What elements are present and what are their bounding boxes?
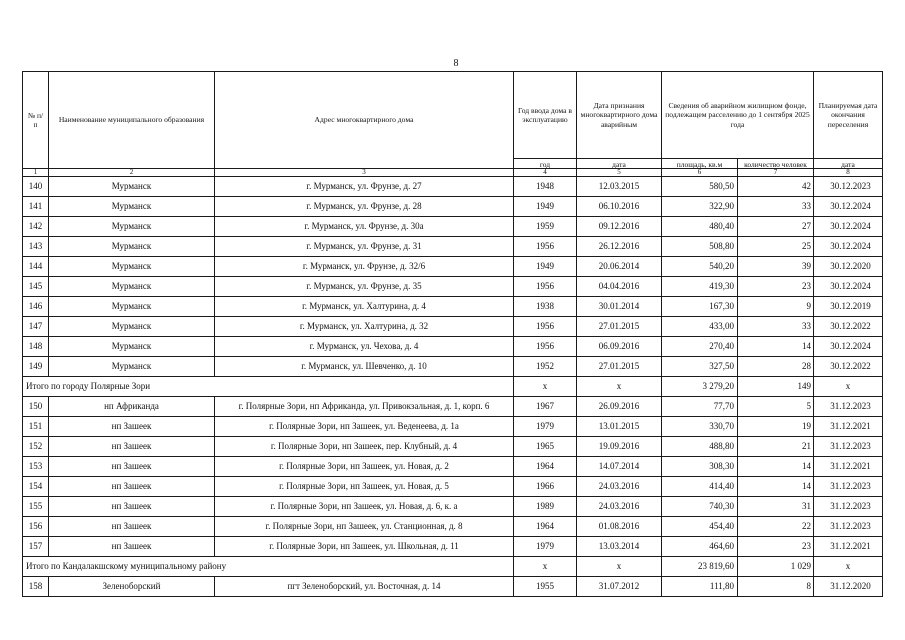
people-cell: 28: [738, 357, 814, 377]
total-row: [23, 377, 883, 397]
address-cell: г. Мурманск, ул. Халтурина, д. 32: [215, 317, 514, 337]
address-cell: г. Полярные Зори, нп Зашеек, ул. Новая, д. 6, к. а: [215, 497, 514, 517]
total-people: 149: [738, 377, 814, 397]
col-number: 6: [662, 169, 738, 177]
people-cell: 33: [738, 197, 814, 217]
address-cell: г. Полярные Зори, нп Зашеек, ул. Новая, д. 2: [215, 457, 514, 477]
total-year: х: [514, 377, 577, 397]
municipality-cell: Мурманск: [49, 337, 215, 357]
emergency-date-cell: 30.01.2014: [577, 297, 662, 317]
municipality-cell: Мурманск: [49, 237, 215, 257]
col-number: 2: [49, 169, 215, 177]
table-row: [23, 417, 883, 437]
area-cell: 508,80: [662, 237, 738, 257]
emergency-date-cell: 26.12.2016: [577, 237, 662, 257]
row-number: 143: [23, 237, 49, 257]
emergency-date-cell: 24.03.2016: [577, 477, 662, 497]
address-cell: г. Мурманск, ул. Фрунзе, д. 30а: [215, 217, 514, 237]
end-date-cell: 31.12.2021: [814, 537, 883, 557]
area-cell: 270,40: [662, 337, 738, 357]
area-cell: 111,80: [662, 577, 738, 597]
municipality-cell: нп Зашеек: [49, 457, 215, 477]
year-cell: 1967: [514, 397, 577, 417]
municipality-cell: нп Зашеек: [49, 417, 215, 437]
emergency-date-cell: 20.06.2014: [577, 257, 662, 277]
total-people: 1 029: [738, 557, 814, 577]
area-cell: 540,20: [662, 257, 738, 277]
people-cell: 22: [738, 517, 814, 537]
people-cell: 31: [738, 497, 814, 517]
year-cell: 1979: [514, 417, 577, 437]
end-date-cell: 31.12.2023: [814, 497, 883, 517]
row-number: 153: [23, 457, 49, 477]
row-number: 148: [23, 337, 49, 357]
municipality-cell: Мурманск: [49, 357, 215, 377]
row-number: 145: [23, 277, 49, 297]
area-cell: 419,30: [662, 277, 738, 297]
total-end: х: [814, 377, 883, 397]
table-row: [23, 257, 883, 277]
table-row: [23, 337, 883, 357]
table-row: [23, 177, 883, 197]
address-cell: г. Мурманск, ул. Фрунзе, д. 28: [215, 197, 514, 217]
end-date-cell: 30.12.2019: [814, 297, 883, 317]
table-row: [23, 577, 883, 597]
table-row: [23, 237, 883, 257]
municipality-cell: нп Зашеек: [49, 437, 215, 457]
emergency-date-cell: 13.01.2015: [577, 417, 662, 437]
end-date-cell: 31.12.2023: [814, 517, 883, 537]
year-cell: 1956: [514, 317, 577, 337]
emergency-date-cell: 27.01.2015: [577, 357, 662, 377]
row-number: 158: [23, 577, 49, 597]
total-label: Итого по Кандалакшскому муниципальному району: [23, 557, 514, 577]
total-area: 23 819,60: [662, 557, 738, 577]
header-info-group: Сведения об аварийном жилищном фонде, подлежащем расселению до 1 сентября 2025 года: [662, 72, 814, 159]
table-row: [23, 537, 883, 557]
total-area: 3 279,20: [662, 377, 738, 397]
municipality-cell: нп Африканда: [49, 397, 215, 417]
total-date: х: [577, 377, 662, 397]
row-number: 146: [23, 297, 49, 317]
address-cell: г. Полярные Зори, нп Зашеек, ул. Веденеева, д. 1а: [215, 417, 514, 437]
municipality-cell: нп Зашеек: [49, 497, 215, 517]
emergency-date-cell: 01.08.2016: [577, 517, 662, 537]
address-cell: г. Полярные Зори, нп Африканда, ул. Привокзальная, д. 1, корп. 6: [215, 397, 514, 417]
end-date-cell: 30.12.2024: [814, 197, 883, 217]
end-date-cell: 31.12.2020: [814, 577, 883, 597]
municipality-cell: нп Зашеек: [49, 537, 215, 557]
row-number: 156: [23, 517, 49, 537]
people-cell: 5: [738, 397, 814, 417]
emergency-date-cell: 31.07.2012: [577, 577, 662, 597]
row-number: 149: [23, 357, 49, 377]
table-row: [23, 197, 883, 217]
address-cell: г. Мурманск, ул. Халтурина, д. 4: [215, 297, 514, 317]
people-cell: 27: [738, 217, 814, 237]
col-number: 3: [215, 169, 514, 177]
unit-date: дата: [577, 159, 662, 169]
municipality-cell: нп Зашеек: [49, 477, 215, 497]
year-cell: 1965: [514, 437, 577, 457]
municipality-cell: Мурманск: [49, 317, 215, 337]
end-date-cell: 30.12.2020: [814, 257, 883, 277]
col-number: 1: [23, 169, 49, 177]
year-cell: 1948: [514, 177, 577, 197]
municipality-cell: Мурманск: [49, 177, 215, 197]
year-cell: 1956: [514, 277, 577, 297]
unit-end-date: дата: [814, 159, 883, 169]
table-row: [23, 217, 883, 237]
total-row: [23, 557, 883, 577]
row-number: 157: [23, 537, 49, 557]
people-cell: 23: [738, 277, 814, 297]
end-date-cell: 30.12.2024: [814, 277, 883, 297]
end-date-cell: 30.12.2024: [814, 217, 883, 237]
address-cell: пгт Зеленоборский, ул. Восточная, д. 14: [215, 577, 514, 597]
table-row: [23, 497, 883, 517]
area-cell: 740,30: [662, 497, 738, 517]
end-date-cell: 30.12.2023: [814, 177, 883, 197]
row-number: 154: [23, 477, 49, 497]
end-date-cell: 31.12.2023: [814, 437, 883, 457]
total-year: х: [514, 557, 577, 577]
table-row: [23, 477, 883, 497]
emergency-date-cell: 27.01.2015: [577, 317, 662, 337]
people-cell: 33: [738, 317, 814, 337]
emergency-date-cell: 19.09.2016: [577, 437, 662, 457]
area-cell: 414,40: [662, 477, 738, 497]
people-cell: 23: [738, 537, 814, 557]
people-cell: 8: [738, 577, 814, 597]
unit-area: площадь, кв.м: [662, 159, 738, 169]
end-date-cell: 31.12.2023: [814, 397, 883, 417]
header-address: Адрес многоквартирного дома: [215, 72, 514, 169]
header-no: № п/п: [23, 72, 49, 169]
year-cell: 1979: [514, 537, 577, 557]
year-cell: 1949: [514, 257, 577, 277]
emergency-date-cell: 24.03.2016: [577, 497, 662, 517]
people-cell: 14: [738, 337, 814, 357]
municipality-cell: Мурманск: [49, 197, 215, 217]
people-cell: 21: [738, 437, 814, 457]
table-row: [23, 517, 883, 537]
area-cell: 454,40: [662, 517, 738, 537]
emergency-date-cell: 06.09.2016: [577, 337, 662, 357]
municipality-cell: Мурманск: [49, 217, 215, 237]
area-cell: 167,30: [662, 297, 738, 317]
year-cell: 1938: [514, 297, 577, 317]
table-row: [23, 437, 883, 457]
header-planned-end: Планируемая дата окончания переселения: [814, 72, 883, 159]
col-number: 7: [738, 169, 814, 177]
emergency-date-cell: 09.12.2016: [577, 217, 662, 237]
table-row: [23, 277, 883, 297]
end-date-cell: 30.12.2022: [814, 357, 883, 377]
year-cell: 1966: [514, 477, 577, 497]
row-number: 147: [23, 317, 49, 337]
end-date-cell: 30.12.2022: [814, 317, 883, 337]
column-numbers-row: [23, 169, 883, 177]
address-cell: г. Полярные Зори, нп Зашеек, ул. Школьная, д. 11: [215, 537, 514, 557]
end-date-cell: 31.12.2021: [814, 417, 883, 437]
year-cell: 1959: [514, 217, 577, 237]
people-cell: 42: [738, 177, 814, 197]
municipality-cell: Мурманск: [49, 297, 215, 317]
col-number: 5: [577, 169, 662, 177]
area-cell: 77,70: [662, 397, 738, 417]
address-cell: г. Мурманск, ул. Чехова, д. 4: [215, 337, 514, 357]
emergency-date-cell: 14.07.2014: [577, 457, 662, 477]
area-cell: 580,50: [662, 177, 738, 197]
unit-people: количество человек: [738, 159, 814, 169]
address-cell: г. Полярные Зори, нп Зашеек, пер. Клубный, д. 4: [215, 437, 514, 457]
header-year-built: Год ввода дома в эксплуатацию: [514, 72, 577, 159]
address-cell: г. Мурманск, ул. Фрунзе, д. 31: [215, 237, 514, 257]
area-cell: 327,50: [662, 357, 738, 377]
table-row: [23, 397, 883, 417]
emergency-date-cell: 26.09.2016: [577, 397, 662, 417]
row-number: 151: [23, 417, 49, 437]
year-cell: 1956: [514, 237, 577, 257]
people-cell: 14: [738, 457, 814, 477]
area-cell: 433,00: [662, 317, 738, 337]
address-cell: г. Мурманск, ул. Фрунзе, д. 32/6: [215, 257, 514, 277]
year-cell: 1956: [514, 337, 577, 357]
area-cell: 330,70: [662, 417, 738, 437]
year-cell: 1949: [514, 197, 577, 217]
emergency-date-cell: 12.03.2015: [577, 177, 662, 197]
row-number: 142: [23, 217, 49, 237]
area-cell: 480,40: [662, 217, 738, 237]
year-cell: 1989: [514, 497, 577, 517]
people-cell: 9: [738, 297, 814, 317]
municipality-cell: Мурманск: [49, 277, 215, 297]
header-row: [23, 72, 883, 159]
table-body: [23, 72, 883, 597]
people-cell: 39: [738, 257, 814, 277]
address-cell: г. Мурманск, ул. Шевченко, д. 10: [215, 357, 514, 377]
end-date-cell: 31.12.2021: [814, 457, 883, 477]
total-date: х: [577, 557, 662, 577]
col-number: 8: [814, 169, 883, 177]
row-number: 140: [23, 177, 49, 197]
people-cell: 19: [738, 417, 814, 437]
address-cell: г. Полярные Зори, нп Зашеек, ул. Новая, д. 5: [215, 477, 514, 497]
page-number: 8: [453, 58, 459, 69]
address-cell: г. Полярные Зори, нп Зашеек, ул. Станционная, д. 8: [215, 517, 514, 537]
end-date-cell: 31.12.2023: [814, 477, 883, 497]
end-date-cell: 30.12.2024: [814, 337, 883, 357]
row-number: 141: [23, 197, 49, 217]
header-date-emergency: Дата признания многоквартирного дома аварийным: [577, 72, 662, 159]
year-cell: 1964: [514, 517, 577, 537]
table-row: [23, 297, 883, 317]
year-cell: 1955: [514, 577, 577, 597]
row-number: 152: [23, 437, 49, 457]
col-number: 4: [514, 169, 577, 177]
emergency-date-cell: 13.03.2014: [577, 537, 662, 557]
row-number: 144: [23, 257, 49, 277]
table-row: [23, 317, 883, 337]
table-row: [23, 357, 883, 377]
area-cell: 488,80: [662, 437, 738, 457]
emergency-date-cell: 04.04.2016: [577, 277, 662, 297]
municipality-cell: Зеленоборский: [49, 577, 215, 597]
header-municipality: Наименование муниципального образования: [49, 72, 215, 169]
end-date-cell: 30.12.2024: [814, 237, 883, 257]
people-cell: 25: [738, 237, 814, 257]
year-cell: 1952: [514, 357, 577, 377]
area-cell: 464,60: [662, 537, 738, 557]
municipality-cell: нп Зашеек: [49, 517, 215, 537]
resettlement-table: [22, 71, 883, 597]
address-cell: г. Мурманск, ул. Фрунзе, д. 27: [215, 177, 514, 197]
municipality-cell: Мурманск: [49, 257, 215, 277]
address-cell: г. Мурманск, ул. Фрунзе, д. 35: [215, 277, 514, 297]
area-cell: 308,30: [662, 457, 738, 477]
total-end: х: [814, 557, 883, 577]
row-number: 155: [23, 497, 49, 517]
row-number: 150: [23, 397, 49, 417]
total-label: Итого по городу Полярные Зори: [23, 377, 514, 397]
year-cell: 1964: [514, 457, 577, 477]
emergency-date-cell: 06.10.2016: [577, 197, 662, 217]
people-cell: 14: [738, 477, 814, 497]
unit-year: год: [514, 159, 577, 169]
area-cell: 322,90: [662, 197, 738, 217]
table-row: [23, 457, 883, 477]
